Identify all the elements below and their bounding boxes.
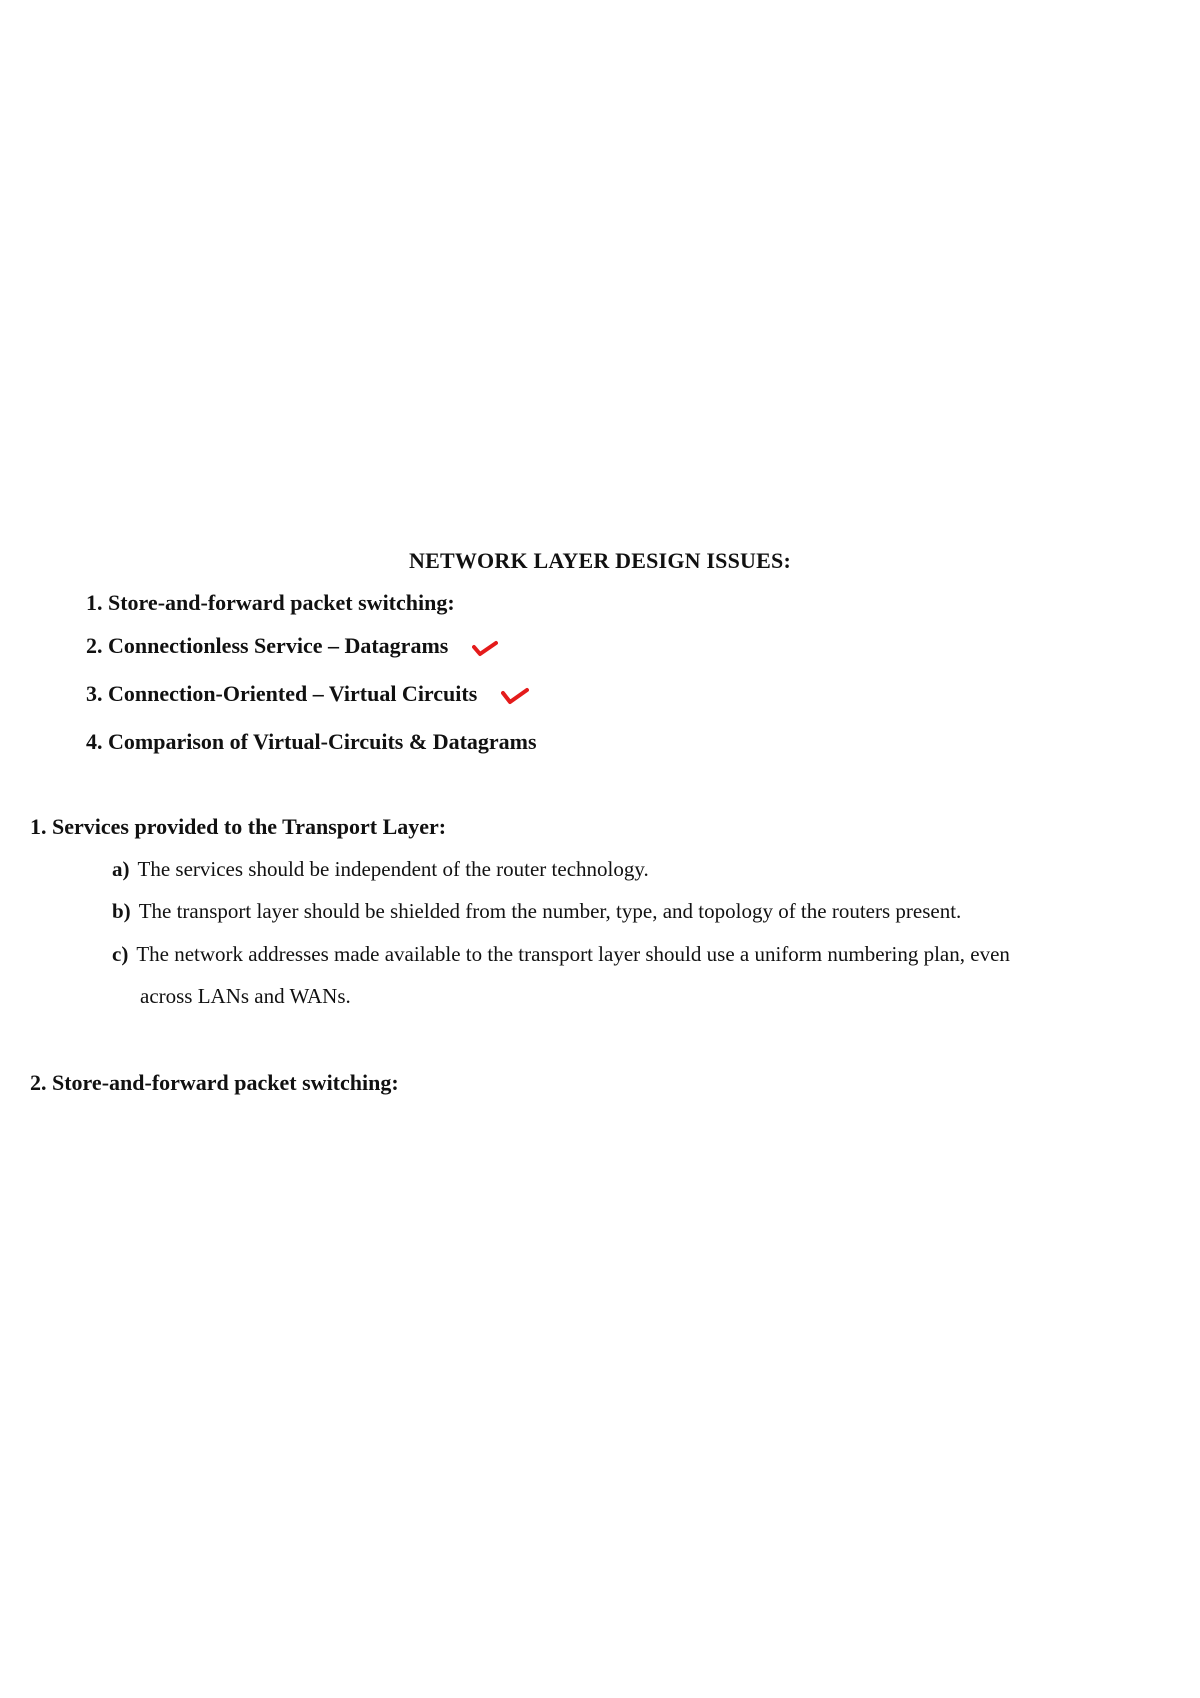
- list-item-text: The network addresses made available to the transport layer should use a uniform numbering plan, even: [136, 942, 1010, 966]
- toc-item: [86, 590, 455, 616]
- toc-item-label: 1. Store-and-forward packet switching:: [86, 590, 455, 615]
- document-heading: NETWORK LAYER DESIGN ISSUES:: [409, 548, 791, 573]
- red-checkmark-icon: [472, 639, 498, 657]
- toc-item: [86, 633, 498, 659]
- list-item: [112, 899, 1172, 924]
- toc-item: [86, 729, 537, 755]
- list-item: [112, 942, 1172, 967]
- toc-item-label: 4. Comparison of Virtual-Circuits & Datagrams: [86, 729, 537, 754]
- list-item-text: The services should be independent of the router technology.: [137, 857, 649, 881]
- section-title: 1. Services provided to the Transport Layer:: [30, 814, 447, 839]
- toc-item: [86, 681, 529, 707]
- list-item: [112, 857, 1172, 882]
- list-item-continuation: across LANs and WANs.: [140, 984, 351, 1008]
- toc-item-label: 3. Connection-Oriented – Virtual Circuits: [86, 681, 478, 706]
- toc-item-label: 2. Connectionless Service – Datagrams: [86, 633, 449, 658]
- list-item-marker: b): [112, 899, 131, 923]
- list-item-text: The transport layer should be shielded from the number, type, and topology of the routers present.: [138, 899, 962, 923]
- list-item-marker: c): [112, 942, 129, 966]
- section-title: 2. Store-and-forward packet switching:: [30, 1070, 399, 1095]
- list-item-marker: a): [112, 857, 130, 881]
- red-checkmark-icon: [501, 686, 529, 706]
